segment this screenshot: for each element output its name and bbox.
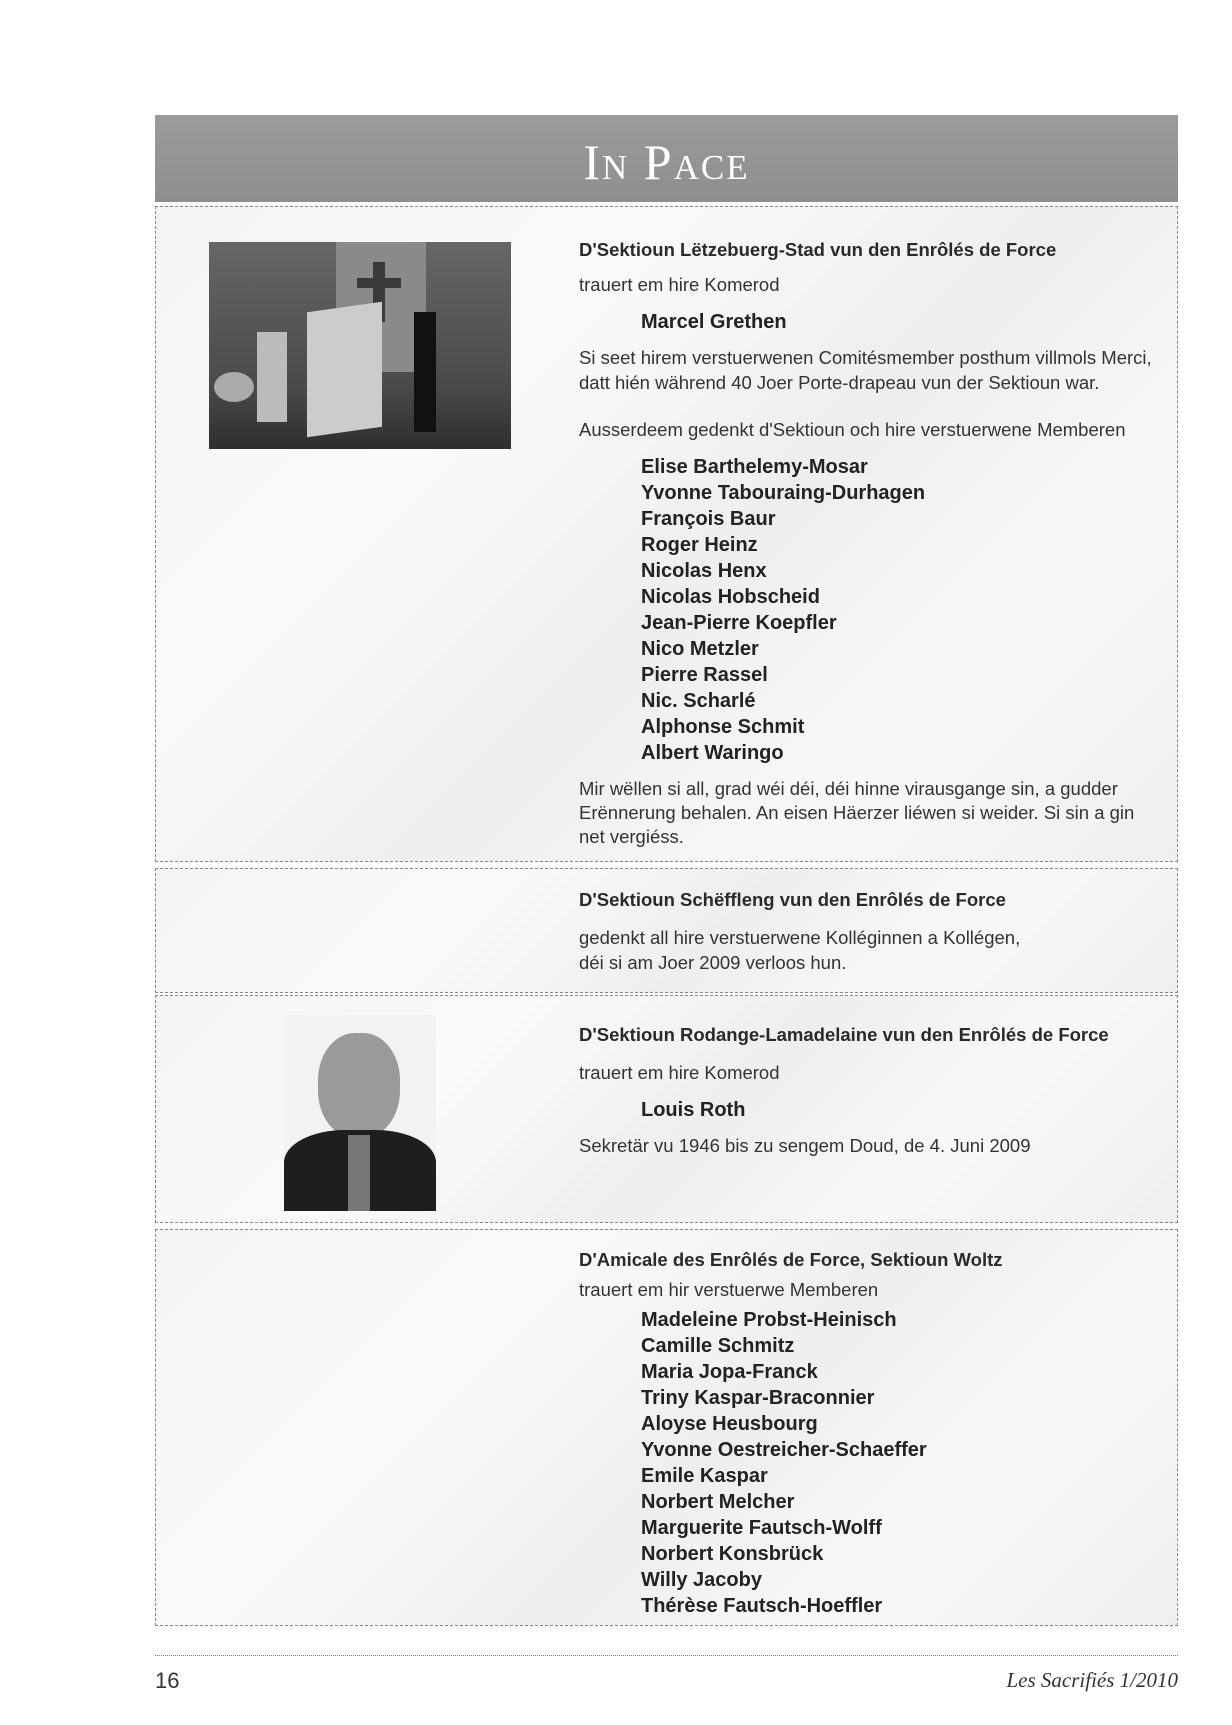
list-item: Albert Waringo xyxy=(641,742,784,764)
list-item: Madeleine Probst-Heinisch xyxy=(641,1309,897,1331)
also-remembers-text: Ausserdeem gedenkt d'Sektioun och hire verstuerwene Memberen xyxy=(579,419,1126,440)
list-item: Nic. Scharlé xyxy=(641,690,756,712)
closing-line: Erënnerung behalen. An eisen Häerzer liéwen si weider. Si sin a gin xyxy=(579,802,1135,823)
text-line: gedenkt all hire verstuerwene Kolléginnen a Kollégen, xyxy=(579,927,1021,948)
list-item: Jean-Pierre Koepfler xyxy=(641,612,837,634)
list-item: Alphonse Schmit xyxy=(641,716,805,738)
page-number: 16 xyxy=(155,1668,180,1693)
page-title: In Pace xyxy=(583,134,750,190)
list-item: François Baur xyxy=(641,508,776,530)
list-item: Aloyse Heusbourg xyxy=(641,1413,818,1435)
list-item: Marguerite Fautsch-Wolff xyxy=(641,1517,882,1539)
list-item: Yvonne Tabouraing-Durhagen xyxy=(641,482,926,504)
member-list xyxy=(641,454,925,766)
section-letzebuerg-stad xyxy=(155,206,1178,862)
flag-bearer-photo xyxy=(209,242,511,449)
section-rodange-lamadelaine xyxy=(155,995,1178,1223)
list-item: Emile Kaspar xyxy=(641,1465,768,1487)
list-item: Norbert Melcher xyxy=(641,1491,795,1513)
list-item: Nico Metzler xyxy=(641,638,759,660)
footer-divider xyxy=(155,1655,1178,1656)
list-item: Yvonne Oestreicher-Schaeffer xyxy=(641,1439,927,1461)
list-item: Nicolas Hobscheid xyxy=(641,586,820,608)
list-item: Willy Jacoby xyxy=(641,1569,762,1591)
section-heading: D'Amicale des Enrôlés de Force, Sektioun Woltz xyxy=(579,1249,1003,1270)
portrait-photo xyxy=(284,1015,436,1211)
tribute-line: datt hién während 40 Joer Porte-drapeau vun der Sektioun war. xyxy=(579,372,1100,393)
section-heading: D'Sektioun Lëtzebuerg-Stad vun den Enrôlés de Force xyxy=(579,239,1057,260)
intro-text: trauert em hire Komerod xyxy=(579,274,780,295)
list-item: Pierre Rassel xyxy=(641,664,768,686)
list-item: Camille Schmitz xyxy=(641,1335,795,1357)
closing-line: Mir wëllen si all, grad wéi déi, déi hinne virausgange sin, a gudder xyxy=(579,778,1118,799)
deceased-name: Marcel Grethen xyxy=(641,311,787,333)
list-item: Nicolas Henx xyxy=(641,560,767,582)
text-line: déi si am Joer 2009 verloos hun. xyxy=(579,952,847,973)
list-item: Elise Barthelemy-Mosar xyxy=(641,456,868,478)
deceased-name: Louis Roth xyxy=(641,1099,746,1121)
list-item: Norbert Konsbrück xyxy=(641,1543,824,1565)
member-list xyxy=(641,1307,927,1619)
section-heading: D'Sektioun Schëffleng vun den Enrôlés de Force xyxy=(579,889,1006,910)
intro-text: trauert em hire Komerod xyxy=(579,1062,780,1083)
section-woltz xyxy=(155,1229,1178,1626)
list-item: Roger Heinz xyxy=(641,534,758,556)
intro-text: trauert em hir verstuerwe Memberen xyxy=(579,1279,879,1300)
publication-name: Les Sacrifiés 1/2010 xyxy=(1006,1668,1178,1692)
title-banner xyxy=(155,115,1178,202)
section-scheffleng xyxy=(155,868,1178,993)
list-item: Maria Jopa-Franck xyxy=(641,1361,818,1383)
section-heading: D'Sektioun Rodange-Lamadelaine vun den Enrôlés de Force xyxy=(579,1024,1109,1045)
list-item: Triny Kaspar-Braconnier xyxy=(641,1387,875,1409)
list-item: Thérèse Fautsch-Hoeffler xyxy=(641,1595,883,1617)
note-text: Sekretär vu 1946 bis zu sengem Doud, de 4. Juni 2009 xyxy=(579,1135,1031,1156)
tribute-line: Si seet hirem verstuerwenen Comitésmember posthum villmols Merci, xyxy=(579,347,1152,368)
closing-line: net vergiéss. xyxy=(579,826,684,847)
